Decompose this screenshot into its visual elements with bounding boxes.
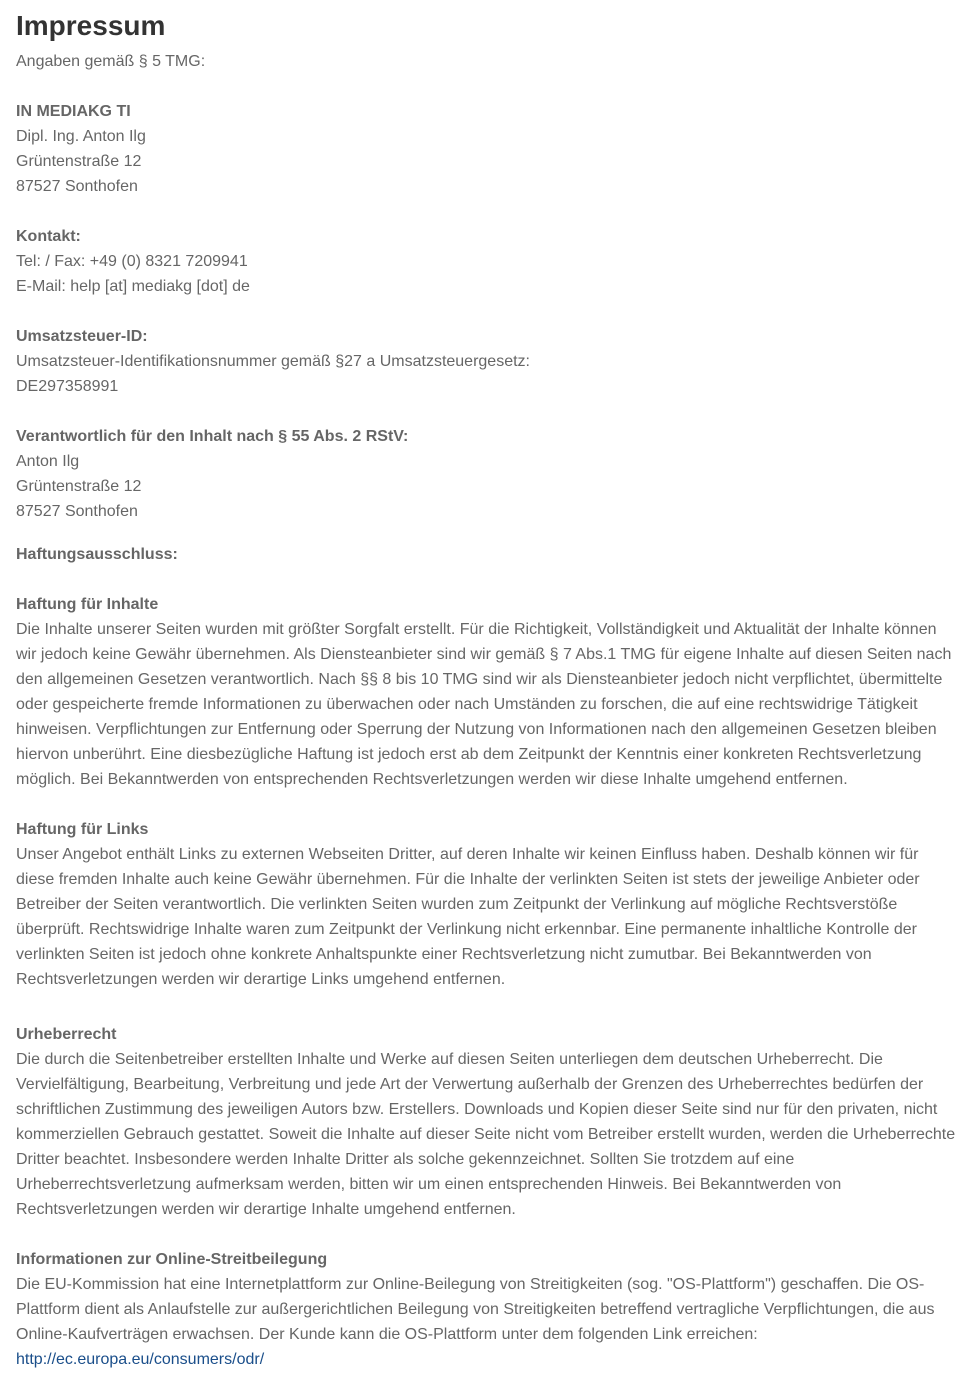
odr-platform-link[interactable]: http://ec.europa.eu/consumers/odr/	[16, 1351, 265, 1368]
paragraph-line: hiervon unberührt. Eine diesbezügliche Haftung ist jedoch erst ab dem Zeitpunkt der Kenntnis einer konkreten Rechtsverletzung	[16, 746, 922, 763]
spacer	[16, 199, 961, 224]
paragraph-line: verlinkten Seiten ist jedoch ohne konkrete Anhaltspunkte einer Rechtsverletzung nicht zumutbar. Bei Bekanntwerden von	[16, 946, 872, 963]
paragraph-line: Vervielfältigung, Bearbeitung, Verbreitung und jede Art der Verwertung außerhalb der Grenzen des Urheberrechtes bedürfen der	[16, 1076, 924, 1093]
intro-text: Angaben gemäß § 5 TMG:	[16, 53, 206, 70]
section-heading-links: Haftung für Links	[16, 821, 149, 838]
paragraph-line: Die Inhalte unserer Seiten wurden mit größter Sorgfalt erstellt. Für die Richtigkeit, Vollständigkeit und Aktualität der Inhalte können	[16, 621, 937, 638]
paragraph-line: Plattform dient als Anlaufstelle zur außergerichtlichen Beilegung von Streitigkeiten betreffend vertragliche Verpflichtungen, die aus	[16, 1301, 935, 1318]
spacer	[16, 792, 961, 817]
paragraph-line: Betreiber der Seiten verantwortlich. Die verlinkten Seiten wurden zum Zeitpunkt der Verlinkung auf mögliche Rechtsverstöße	[16, 896, 898, 913]
paragraph-line: schriftlichen Zustimmung des jeweiligen Autors bzw. Erstellers. Downloads und Kopien dieser Seite sind nur für den privaten, nicht	[16, 1101, 938, 1118]
paragraph-line: diese fremden Inhalte auch keine Gewähr übernehmen. Für die Inhalte der verlinkten Seiten ist stets der jeweilige Anbieter oder	[16, 871, 920, 888]
section-heading-odr: Informationen zur Online-Streitbeilegung	[16, 1251, 328, 1268]
paragraph-line: kommerziellen Gebrauch gestattet. Soweit die Inhalte auf dieser Seite nicht vom Betreiber erstellt wurden, werden die Urheberrechte	[16, 1126, 956, 1143]
company-line: 87527 Sonthofen	[16, 178, 138, 195]
paragraph-line: Online-Kaufverträgen erwachsen. Der Kunde kann die OS-Plattform unter dem folgenden Link erreichen:	[16, 1326, 758, 1343]
spacer	[16, 399, 961, 424]
haftungsausschluss-heading: Haftungsausschluss:	[16, 546, 178, 563]
paragraph-line: Die EU-Kommission hat eine Internetplattform zur Online-Beilegung von Streitigkeiten (sog. "OS-Plattform") geschaffen. Die OS-	[16, 1276, 925, 1293]
kontakt-heading: Kontakt:	[16, 228, 81, 245]
paragraph-line: Dritter beachtet. Insbesondere werden Inhalte Dritter als solche gekennzeichnet. Sollten Sie trotzdem auf eine	[16, 1151, 795, 1168]
spacer	[16, 992, 961, 1022]
company-name: IN MEDIAKG TI	[16, 103, 131, 120]
verantwortlich-line: Grüntenstraße 12	[16, 478, 142, 495]
spacer	[16, 74, 961, 99]
paragraph-line: Unser Angebot enthält Links zu externen Webseiten Dritter, auf deren Inhalte wir keinen Einfluss haben. Deshalb können wir für	[16, 846, 919, 863]
ust-number: DE297358991	[16, 378, 119, 395]
paragraph-line: Rechtsverletzungen werden wir derartige Links umgehend entfernen.	[16, 971, 506, 988]
spacer	[16, 1222, 961, 1247]
paragraph-line: Die durch die Seitenbetreiber erstellten Inhalte und Werke auf diesen Seiten unterliegen dem deutschen Urheberrecht. Die	[16, 1051, 883, 1068]
company-line: Dipl. Ing. Anton Ilg	[16, 128, 146, 145]
paragraph-line: hinweisen. Verpflichtungen zur Entfernung oder Sperrung der Nutzung von Informationen nach den allgemeinen Gesetzen bleiben	[16, 721, 937, 738]
paragraph-line: wir jedoch keine Gewähr übernehmen. Als Diensteanbieter sind wir gemäß § 7 Abs.1 TMG für eigene Inhalte auf diesen Seiten nach	[16, 646, 952, 663]
spacer	[16, 567, 961, 592]
section-heading-inhalte: Haftung für Inhalte	[16, 596, 159, 613]
verantwortlich-line: 87527 Sonthofen	[16, 503, 138, 520]
spacer	[16, 299, 961, 324]
paragraph-line: oder gespeicherte fremde Informationen zu überwachen oder nach Umständen zu forschen, die auf eine rechtswidrige Tätigkeit	[16, 696, 918, 713]
paragraph-line: möglich. Bei Bekanntwerden von entsprechenden Rechtsverletzungen werden wir diese Inhalte umgehend entfernen.	[16, 771, 848, 788]
paragraph-line: Urheberrechtsverletzung aufmerksam werden, bitten wir um einen entsprechenden Hinweis. Bei Bekanntwerden von	[16, 1176, 842, 1193]
kontakt-phone: Tel: / Fax: +49 (0) 8321 7209941	[16, 253, 248, 270]
ust-heading: Umsatzsteuer-ID:	[16, 328, 148, 345]
verantwortlich-line: Anton Ilg	[16, 453, 80, 470]
company-line: Grüntenstraße 12	[16, 153, 142, 170]
page-title: Impressum	[16, 10, 166, 41]
section-heading-urheberrecht: Urheberrecht	[16, 1026, 117, 1043]
impressum-page	[16, 8, 961, 1372]
paragraph-line: überprüft. Rechtswidrige Inhalte waren zum Zeitpunkt der Verlinkung nicht erkennbar. Eine permanente inhaltliche Kontrolle der	[16, 921, 917, 938]
verantwortlich-heading: Verantwortlich für den Inhalt nach § 55 Abs. 2 RStV:	[16, 428, 409, 445]
kontakt-email: E-Mail: help [at] mediakg [dot] de	[16, 278, 250, 295]
ust-label: Umsatzsteuer-Identifikationsnummer gemäß §27 a Umsatzsteuergesetz:	[16, 353, 530, 370]
paragraph-line: Rechtsverletzungen werden wir derartige Inhalte umgehend entfernen.	[16, 1201, 516, 1218]
paragraph-line: den allgemeinen Gesetzen verantwortlich. Nach §§ 8 bis 10 TMG sind wir als Diensteanbieter jedoch nicht verpflichtet, übermittelte	[16, 671, 943, 688]
